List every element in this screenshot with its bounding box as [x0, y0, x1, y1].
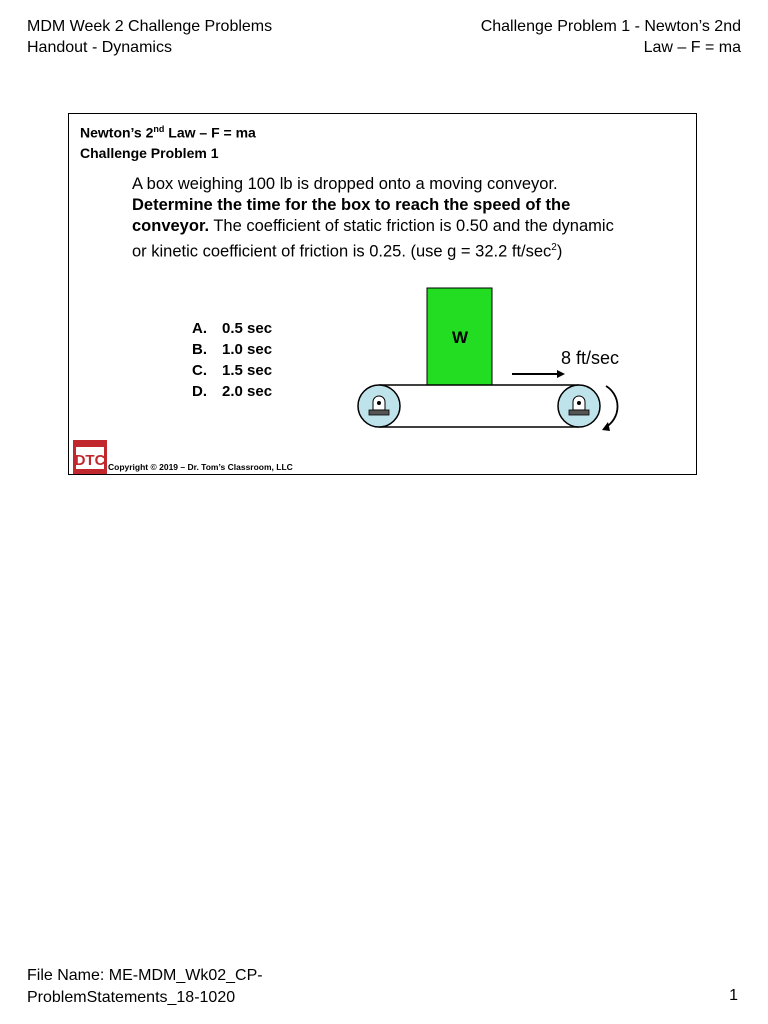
choice-d — [192, 381, 272, 402]
slide-title-line1 — [80, 119, 256, 143]
choice-letter: C. — [192, 362, 207, 379]
footer-filename — [27, 965, 263, 1009]
header-subtitle: Handout - Dynamics — [27, 39, 172, 56]
conveyor-diagram — [349, 282, 629, 437]
page-number: 1 — [729, 987, 738, 1004]
header-problem-subtitle: Law – F = ma — [643, 39, 741, 56]
choice-letter: B. — [192, 341, 207, 358]
choice-a — [192, 318, 272, 339]
slide-title-line2: Challenge Problem 1 — [80, 144, 219, 161]
slide-frame — [68, 113, 697, 475]
footer-line2: ProblemStatements_18-1020 — [27, 989, 236, 1006]
left-roller — [358, 385, 400, 427]
rotation-arc-icon — [606, 386, 618, 427]
slide-title-sup: nd — [153, 124, 165, 134]
header-title: MDM Week 2 Challenge Problems — [27, 18, 273, 35]
slide-title-a: Newton’s 2 — [80, 124, 154, 141]
choice-b — [192, 339, 272, 360]
choice-text: 2.0 sec — [222, 383, 273, 400]
slide-title-b: Law – F = ma — [164, 124, 256, 141]
header-problem-title: Challenge Problem 1 - Newton’s 2nd — [480, 18, 741, 35]
rotation-arrowhead-icon — [602, 422, 610, 431]
right-roller — [558, 385, 600, 427]
choice-c — [192, 360, 272, 381]
dtc-logo — [72, 439, 108, 475]
header-right — [481, 16, 741, 58]
problem-end: ) — [556, 242, 563, 261]
copyright-notice: Copyright © 2019 – Dr. Tom’s Classroom, LLC — [108, 462, 293, 472]
answer-choices — [192, 318, 272, 402]
footer-line1: File Name: ME-MDM_Wk02_CP- — [27, 967, 263, 984]
choice-text: 0.5 sec — [222, 320, 273, 337]
choice-text: 1.5 sec — [222, 362, 273, 379]
problem-bold: Determine the time for the box to reach the speed of the conveyor. — [132, 196, 571, 235]
problem-intro: A box weighing 100 lb is dropped onto a moving conveyor. — [132, 175, 558, 193]
problem-rest: The coefficient of static friction is 0.50 and the dynamic or kinetic coefficient of friction is 0.25. (use g = 32.2 ft/sec — [132, 217, 614, 261]
slide-title — [80, 119, 256, 163]
speed-label: 8 ft/sec — [561, 348, 620, 368]
choice-text: 1.0 sec — [222, 341, 273, 358]
choice-letter: A. — [192, 320, 207, 337]
choice-letter: D. — [192, 383, 207, 400]
problem-statement — [132, 174, 617, 263]
header-left — [27, 16, 272, 58]
problem-sup: 2 — [551, 242, 557, 253]
box-label: W — [451, 328, 469, 347]
velocity-arrowhead-icon — [557, 370, 565, 378]
logo-lettering: DTC — [74, 452, 106, 469]
